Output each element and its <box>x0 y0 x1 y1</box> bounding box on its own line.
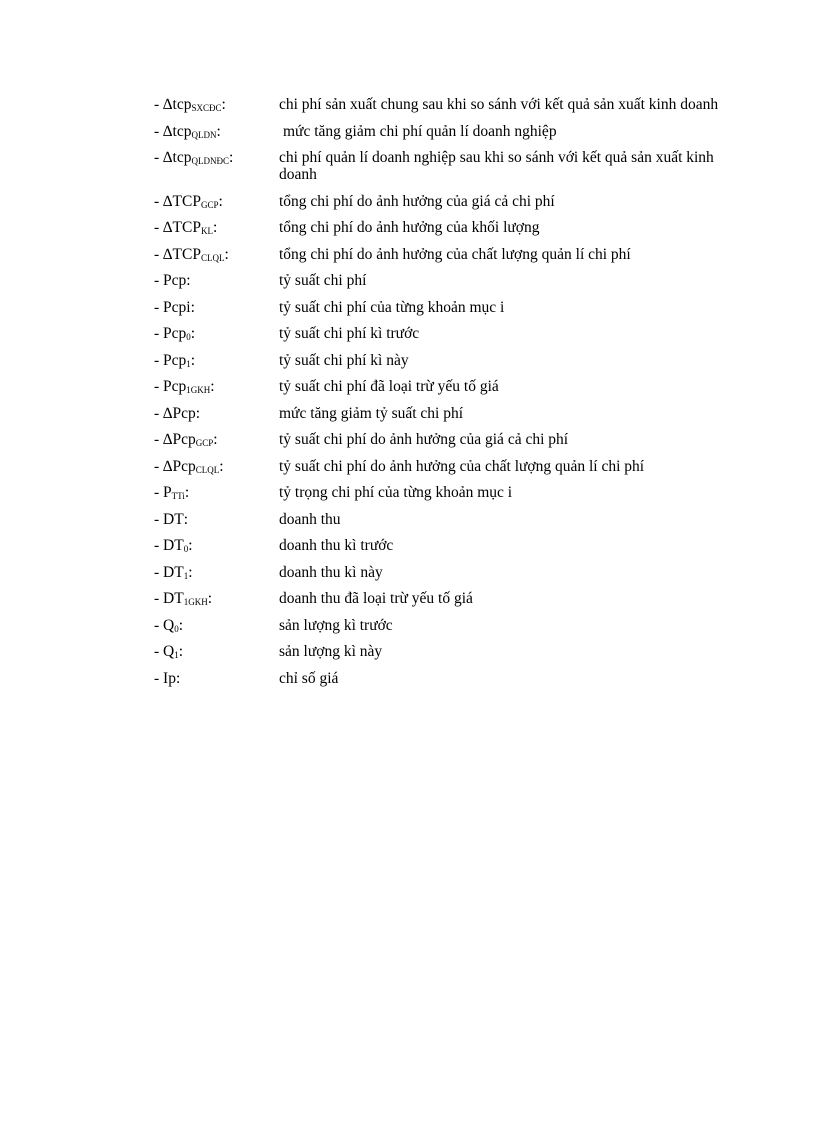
glossary-entry <box>154 193 734 210</box>
glossary-term: - ∆tcp$_{QLDN}$: <box>154 122 221 140</box>
glossary-entry <box>154 149 734 183</box>
glossary-entry <box>154 458 734 475</box>
glossary-term: - $DT_1$: <box>154 563 193 581</box>
glossary-entry <box>154 299 734 316</box>
glossary-term: - ∆Pcp: <box>154 404 201 422</box>
glossary-definition: mức tăng giảm tỷ suất chi phí <box>279 404 464 422</box>
glossary-entry <box>154 590 734 607</box>
glossary-term: - Pcp$_0$: <box>154 325 196 342</box>
glossary-definition: tỷ suất chi phí của từng khoản mục i <box>279 298 505 316</box>
glossary-entry <box>154 123 734 140</box>
glossary-term: - DT: <box>154 510 189 528</box>
glossary-definition: sản lượng kì này <box>279 643 383 660</box>
glossary-entry <box>154 431 734 448</box>
glossary-term: - Pcp$_{1GKH}$: <box>154 378 215 395</box>
glossary-definition: doanh thu kì này <box>279 563 383 581</box>
glossary-definition: chi phí quản lí doanh nghiệp sau khi so sánh với kết quả sản xuất kinh doanh <box>279 149 714 183</box>
glossary-definition: tỷ suất chi phí đã loại trừ yếu tố giá <box>279 378 499 395</box>
glossary-term: - $Q_0$: <box>154 616 184 634</box>
glossary-definition: tổng chi phí do ảnh hưởng của chất lượng quản lí chi phí <box>279 245 631 263</box>
glossary-definition: doanh thu kì trước <box>279 537 394 554</box>
glossary-entry <box>154 96 734 113</box>
glossary-term: - ∆Pcp$_{CLQL}$: <box>154 457 224 475</box>
glossary-term: - ∆tcp$_{SXCĐC}$: <box>154 96 226 113</box>
glossary-definition: tỷ suất chi phí do ảnh hưởng của chất lượng quản lí chi phí <box>279 457 645 475</box>
glossary-definition: tỷ suất chi phí <box>279 272 367 289</box>
glossary-term: - $\Delta TCP_{GCP}$: <box>154 192 223 210</box>
glossary-entry <box>154 219 734 236</box>
glossary-term: - Pcpi: <box>154 298 195 316</box>
glossary-term: - Ip: <box>154 669 181 687</box>
glossary-definition: mức tăng giảm chi phí quản lí doanh nghiệp <box>283 122 557 140</box>
glossary-definition: chỉ số giá <box>279 669 339 687</box>
glossary-entry <box>154 272 734 289</box>
glossary-term: - $\Delta TCP_{KL}$: <box>154 219 218 236</box>
glossary-entry <box>154 617 734 634</box>
glossary-entry <box>154 564 734 581</box>
glossary-entry <box>154 643 734 660</box>
glossary-definition: tổng chi phí do ảnh hưởng của khối lượng <box>279 219 540 236</box>
glossary-entry <box>154 484 734 501</box>
glossary-entry <box>154 378 734 395</box>
glossary-entry <box>154 537 734 554</box>
glossary-entry <box>154 352 734 369</box>
glossary-entry <box>154 670 734 687</box>
glossary-term: - $DT_0$: <box>154 537 193 554</box>
symbol-glossary <box>154 96 734 696</box>
glossary-term: - Pcp: <box>154 272 191 289</box>
glossary-term: - Pcp$_1$: <box>154 351 196 369</box>
glossary-entry <box>154 511 734 528</box>
glossary-term: - $P_{TTi}$: <box>154 484 190 501</box>
glossary-term: - ∆tcp$_{QLDNĐC}$: <box>154 149 234 166</box>
glossary-entry <box>154 246 734 263</box>
glossary-entry <box>154 405 734 422</box>
glossary-definition: tỷ suất chi phí kì này <box>279 351 409 369</box>
glossary-definition: sản lượng kì trước <box>279 616 393 634</box>
glossary-definition: doanh thu đã loại trừ yếu tố giá <box>279 590 473 607</box>
glossary-definition: tỷ trọng chi phí của từng khoản mục i <box>279 484 513 501</box>
glossary-entry <box>154 325 734 342</box>
glossary-definition: tổng chi phí do ảnh hưởng của giá cả chi phí <box>279 192 555 210</box>
glossary-definition: tỷ suất chi phí do ảnh hưởng của giá cả chi phí <box>279 431 569 448</box>
glossary-term: - $\Delta TCP_{CLQL}$: <box>154 245 229 263</box>
glossary-definition: tỷ suất chi phí kì trước <box>279 325 420 342</box>
glossary-definition: chi phí sản xuất chung sau khi so sánh với kết quả sản xuất kinh doanh <box>279 96 719 113</box>
glossary-term: - ∆Pcp$_{GCP}$: <box>154 431 218 448</box>
glossary-term: - $DT_{1GKH}$: <box>154 590 213 607</box>
glossary-definition: doanh thu <box>279 510 341 528</box>
glossary-term: - $Q_1$: <box>154 643 184 660</box>
